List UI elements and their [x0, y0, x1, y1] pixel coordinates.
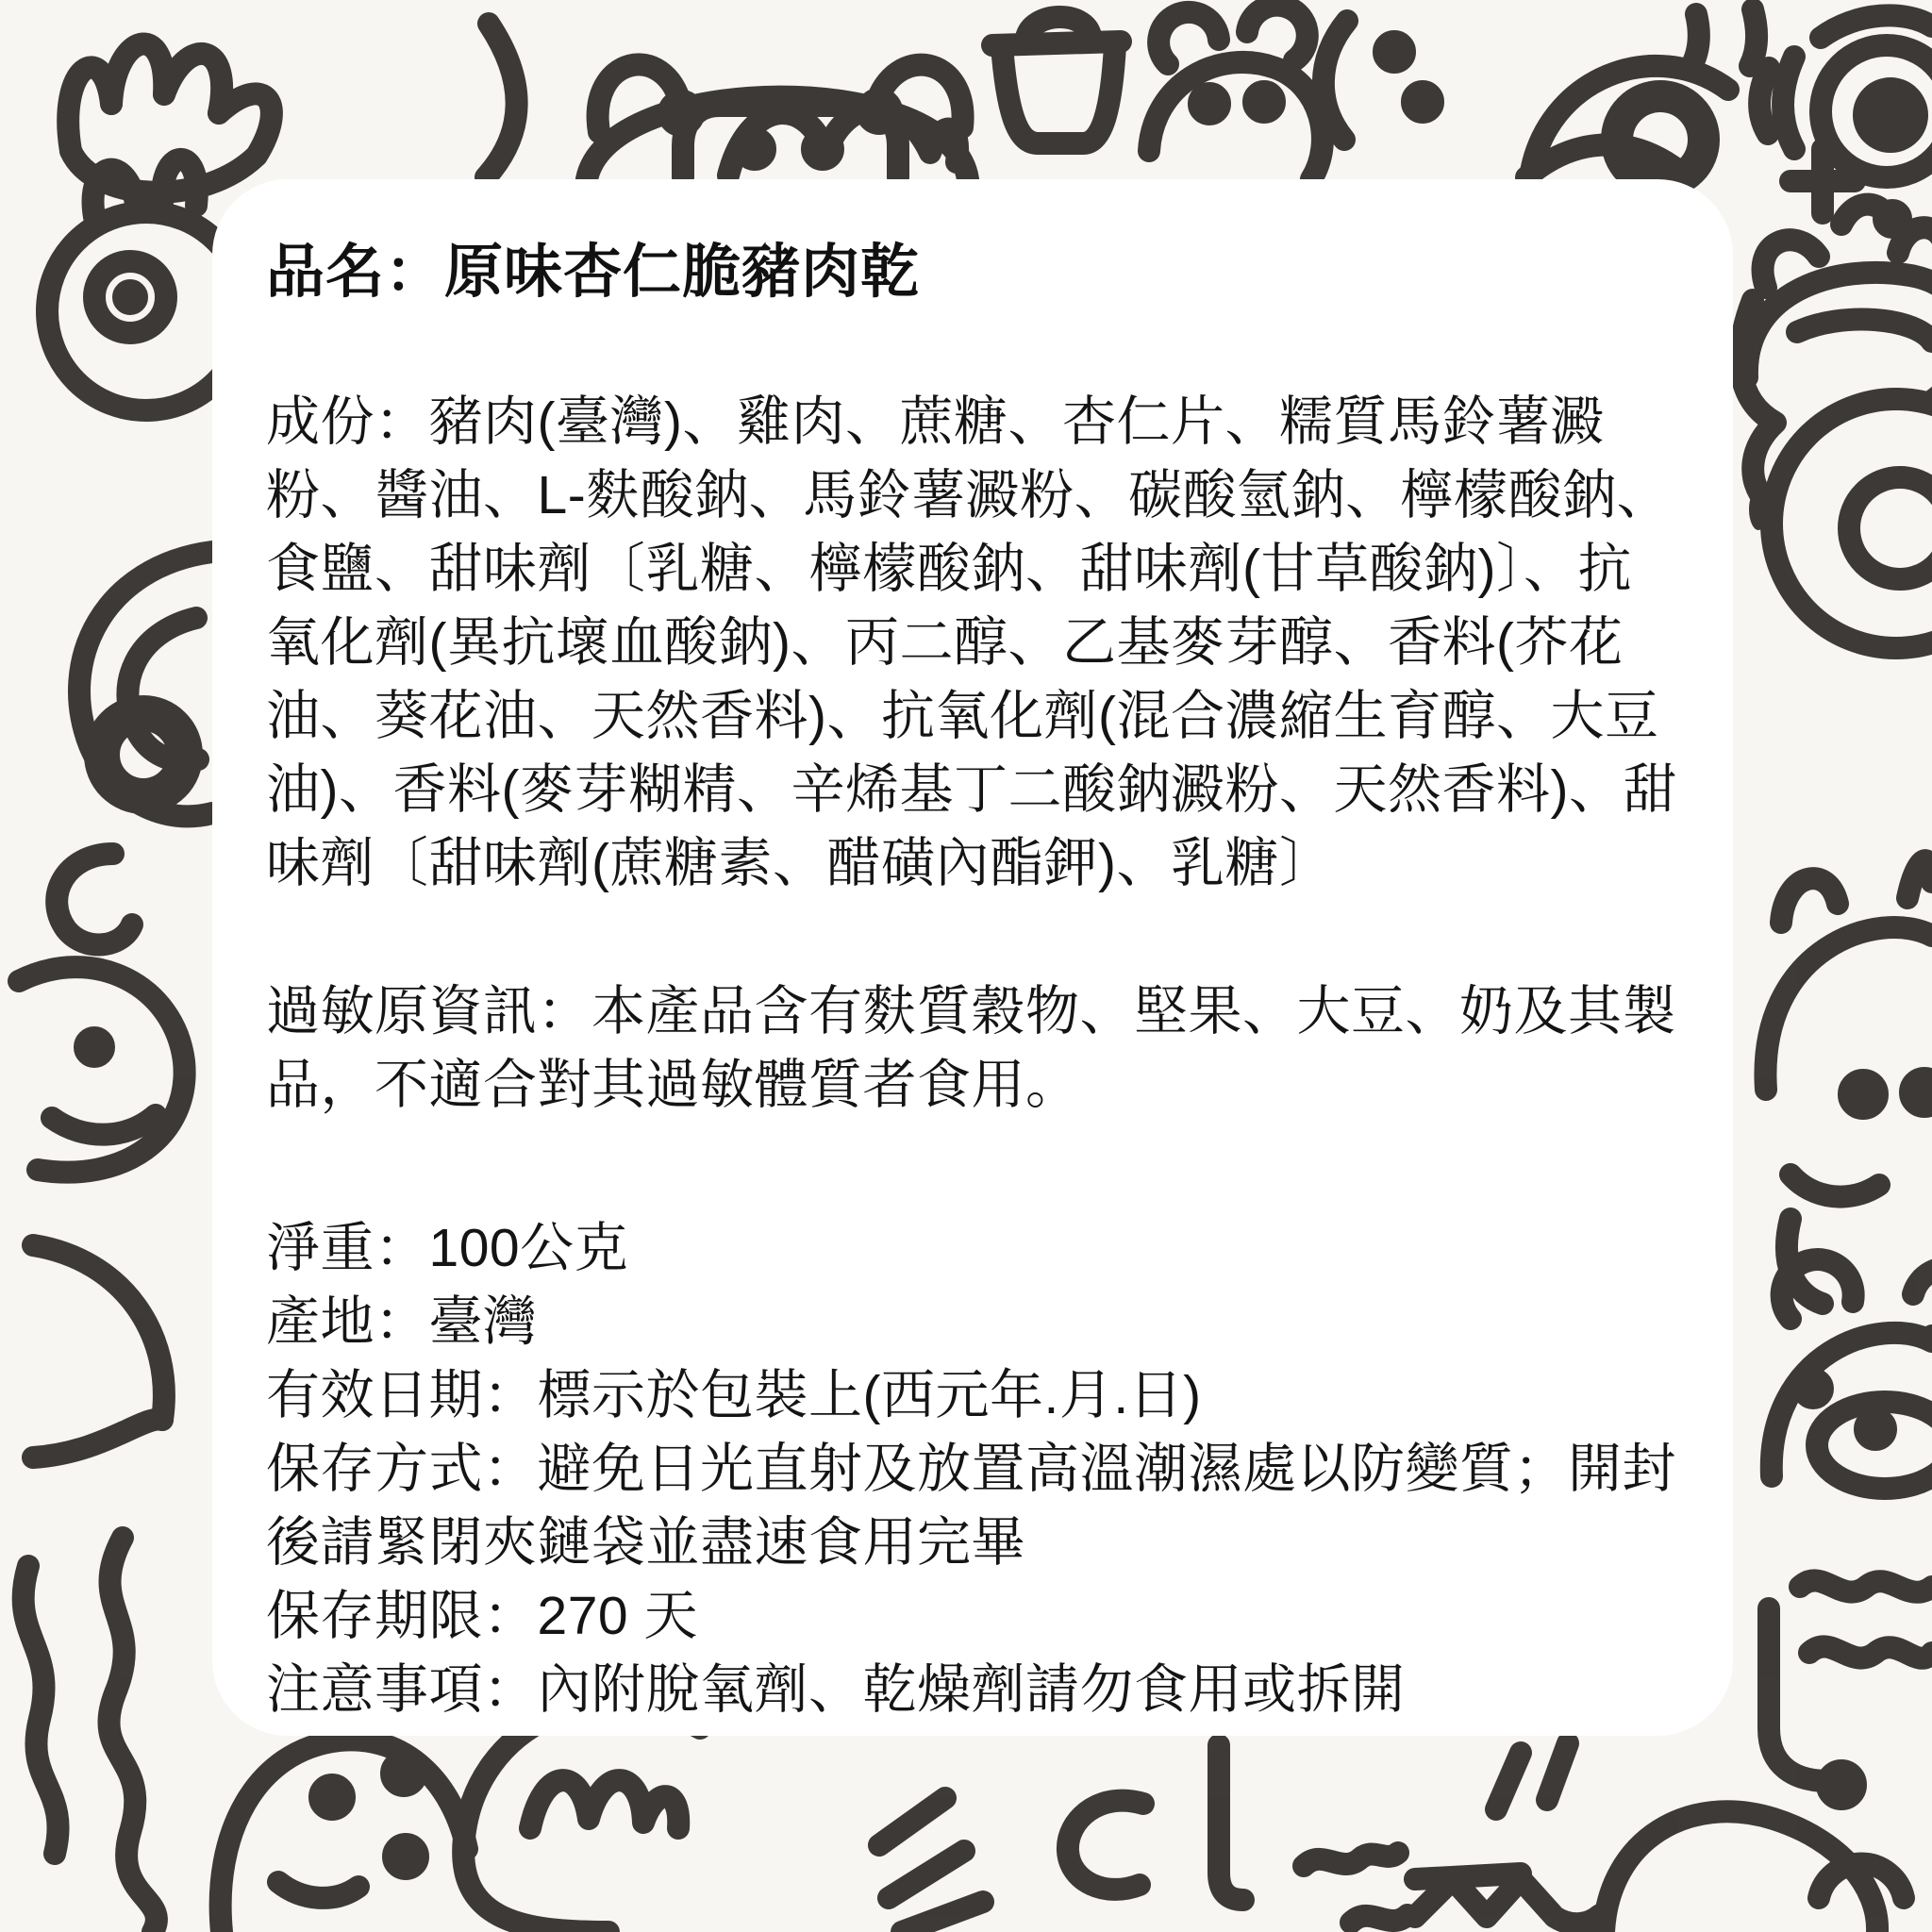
waves-doodle-icon [1800, 1580, 1932, 1657]
small-bear-doodle-icon [1149, 6, 1323, 179]
ingredients-line: 氧化劑(異抗壞血酸鈉)、丙二醇、乙基麥芽醇、香料(芥花 [266, 612, 1624, 673]
detail-line-warning: 注意事項：內附脫氧劑、乾燥劑請勿食用或拆開 [266, 1659, 1406, 1720]
allergen-section [266, 974, 1676, 1122]
arc-doodle-icon [486, 24, 517, 177]
ingredients-line: 油、葵花油、天然香料)、抗氧化劑(混合濃縮生育醇、大豆 [266, 686, 1659, 746]
blob-face-doodle-icon [19, 967, 185, 1173]
product-info-card [212, 179, 1733, 1736]
ingredients-section [266, 385, 1677, 900]
ingredients-line: 油)、香料(麥芽糊精、辛烯基丁二酸鈉澱粉、天然香料)、甜 [266, 759, 1677, 820]
ingredients-line: 粉、醬油、L-麩酸鈉、馬鈴薯澱粉、碳酸氫鈉、檸檬酸鈉、 [266, 465, 1672, 525]
allergen-line: 品，不適合對其過敏體質者食用。 [266, 1055, 1080, 1115]
tilde-doodle-icon [1304, 1853, 1407, 1923]
bucket-doodle-icon [992, 17, 1121, 143]
elephant-doodle-icon [1740, 300, 1932, 648]
crowned-bear-doodle-icon [1747, 205, 1932, 401]
spiral-doodle-icon [79, 552, 212, 816]
details-section [266, 1211, 1676, 1726]
detail-line-net-weight: 淨重：100公克 [266, 1218, 629, 1278]
circle-face-doodle-icon [221, 1740, 467, 1932]
cw-doodle-icon [391, 1704, 700, 1932]
leaf-doodle-icon [33, 1245, 164, 1457]
detail-line-storage-method: 保存方式：避免日光直射及放置高溫潮濕處以防變質；開封 [266, 1439, 1676, 1499]
product-name: 品名：原味杏仁脆豬肉乾 [266, 240, 921, 305]
allergen-line: 過敏原資訊：本產品含有麩質穀物、堅果、大豆、奶及其製 [266, 981, 1676, 1041]
snail-doodle-icon [1526, 66, 1728, 183]
zigzag-tree-doodle-icon [24, 1538, 157, 1932]
detail-line-storage-method-cont: 後請緊閉夾鏈袋並盡速食用完畢 [266, 1512, 1025, 1573]
letter-l-doodle-icon [1219, 1745, 1243, 1900]
detail-line-expiry-date: 有效日期：標示於包裝上(西元年.月.日) [266, 1365, 1202, 1425]
dashes-doodle-icon [1690, 9, 1757, 68]
detail-line-origin: 產地：臺灣 [266, 1291, 538, 1352]
squiggle-doodle-icon [57, 854, 132, 944]
paren-dots-doodle-icon [1324, 21, 1433, 140]
pig-right-doodle-icon [1765, 860, 1932, 1304]
ingredients-line: 成份：豬肉(臺灣)、雞肉、蔗糖、杏仁片、糯質馬鈴薯澱 [266, 391, 1605, 452]
ingredients-line: 味劑〔甜味劑(蔗糖素、醋磺內酯鉀)、乳糖〕 [266, 833, 1334, 893]
ingredients-line: 食鹽、甜味劑〔乳糖、檸檬酸鈉、甜味劑(甘草酸鈉)〕、抗 [266, 539, 1632, 599]
spiral-bird-doodle-icon [1759, 15, 1932, 177]
slashes-doodle-icon [879, 1798, 983, 1932]
letter-c-doodle-icon [1068, 1801, 1143, 1890]
detail-line-shelf-life: 保存期限：270 天 [266, 1586, 698, 1646]
